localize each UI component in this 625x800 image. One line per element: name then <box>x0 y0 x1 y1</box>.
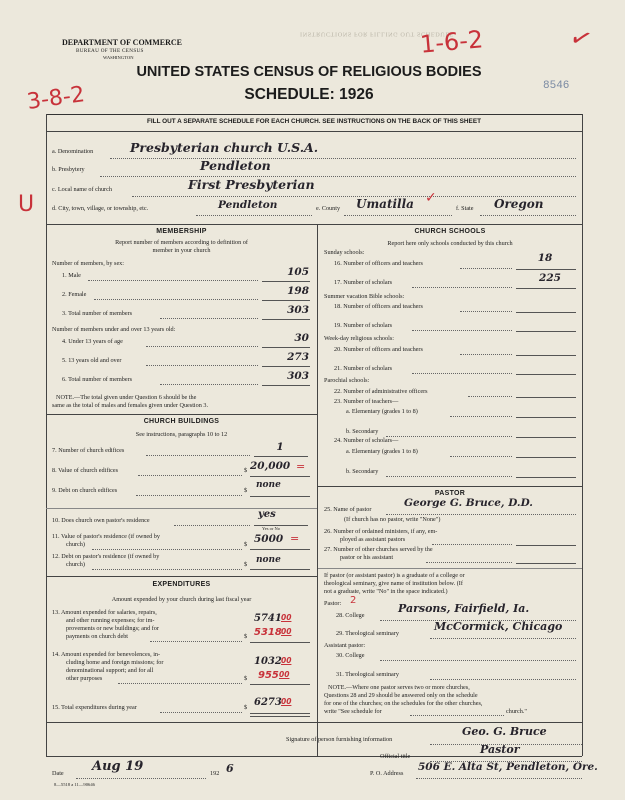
buildings-heading: CHURCH BUILDINGS <box>143 418 220 425</box>
q14-cents-1: 00 <box>281 656 292 665</box>
q13-dollar-sign: $ <box>244 633 248 640</box>
q7-field <box>254 456 308 457</box>
q25-value[interactable]: George G. Bruce, D.D. <box>404 497 533 509</box>
stamp-number: 8546 <box>543 80 570 92</box>
q23a-field[interactable] <box>516 417 576 418</box>
membership-bottom-rule <box>46 414 317 415</box>
under-13-leader <box>146 346 258 347</box>
graduate-note-3: not a graduate, write "No" in the space indicated.) <box>324 588 448 595</box>
expenditures-subheading: Amount expended by your church during last fiscal year <box>111 596 252 603</box>
q13-label-4: payments on church debt <box>66 633 129 640</box>
q9-value[interactable]: none <box>256 480 281 490</box>
q15-cents: 00 <box>281 697 292 706</box>
summer-schools-label: Summer vacation Bible schools: <box>324 293 405 300</box>
presbytery-value[interactable]: Pendleton <box>200 158 271 173</box>
q24b-leader <box>386 476 512 477</box>
q13-label-1: 13. Amount expended for salaries, repairs, <box>52 609 157 616</box>
q12-label-2: church) <box>66 561 85 568</box>
q14-field <box>250 684 310 685</box>
q11-red-mark: = <box>290 532 300 545</box>
q29-label: 29. Theological seminary <box>336 630 399 637</box>
pastor-mid-rule <box>318 568 582 569</box>
official-title-value[interactable]: Pastor <box>480 743 520 756</box>
signature-value[interactable]: Geo. G. Bruce <box>462 725 547 738</box>
q23-label: 23. Number of teachers— <box>334 398 399 405</box>
q7-label: 7. Number of church edifices <box>52 447 125 454</box>
q23b-leader <box>386 436 512 437</box>
buildings-subheading: See instructions, paragraphs 10 to 12 <box>135 431 228 438</box>
q27-label-1: 27. Number of other churches served by the <box>324 546 433 553</box>
state-value[interactable]: Oregon <box>494 197 544 211</box>
q13-label-3: provements or new buildings; and for <box>66 625 159 632</box>
signature-label: Signature of person furnishing information <box>286 736 393 743</box>
q13-leader <box>150 641 242 642</box>
pastor-red-mark: 2 <box>350 595 357 606</box>
buildings-mid-rule <box>46 508 317 509</box>
q15-leader <box>160 712 242 713</box>
q17-label: 17. Number of scholars <box>334 279 393 286</box>
q20-field[interactable] <box>516 355 576 356</box>
date-label: Date <box>52 770 64 777</box>
identity-bottom-rule <box>46 224 582 225</box>
q17-value[interactable]: 225 <box>539 272 561 284</box>
q25-label: 25. Name of pastor <box>324 506 372 513</box>
state-line <box>480 215 576 216</box>
form-right-border <box>582 114 583 756</box>
total-by-age-label: 6. Total number of members <box>62 376 133 383</box>
bureau-city: WASHINGTON <box>103 55 134 60</box>
q23b-label: b. Secondary <box>346 428 379 435</box>
q10-hint: Yes or No <box>262 526 281 531</box>
q7-leader <box>146 455 250 456</box>
female-label: 2. Female <box>62 291 87 298</box>
q18-field[interactable] <box>516 312 576 313</box>
q13-field <box>250 642 310 643</box>
presbytery-label: b. Presbytery <box>52 166 85 173</box>
pastor-note-blank <box>410 715 504 716</box>
form-code: 8—5518 a 11—90646 <box>54 782 95 787</box>
q15-field <box>250 713 310 714</box>
red-tick-county: ✓ <box>425 190 437 206</box>
q11-leader <box>92 549 242 550</box>
q11-value[interactable]: 5000 <box>254 533 284 545</box>
official-title-label: Official title <box>380 753 411 760</box>
q14-value-2[interactable]: 955 <box>258 670 279 681</box>
q11-label-1: 11. Value of pastor's residence (if owned by <box>52 533 160 540</box>
q18-label: 18. Number of officers and teachers <box>334 303 423 310</box>
address-value[interactable]: 506 E. Alta St, Pendleton, Ore. <box>418 761 598 773</box>
over-13-field <box>262 366 310 367</box>
q22-leader <box>468 396 512 397</box>
q19-label: 19. Number of scholars <box>334 322 393 329</box>
q21-leader <box>412 373 512 374</box>
q14-label-1: 14. Amount expended for benevolences, in- <box>52 651 161 658</box>
county-line <box>344 215 452 216</box>
q12-field <box>250 569 310 570</box>
q16-leader <box>460 268 512 269</box>
q28-label: 28. College <box>336 612 365 619</box>
q29-value[interactable]: McCormick, Chicago <box>434 620 563 633</box>
q27-label-2: pastor or his assistant <box>340 554 394 561</box>
pastor-sub-label: Pastor: <box>324 600 342 607</box>
q21-field[interactable] <box>516 374 576 375</box>
graduate-note-1: If pastor (or assistant pastor) is a graduate of a college or <box>324 572 465 579</box>
q16-field <box>516 269 576 270</box>
under-13-field <box>262 347 310 348</box>
total-members-field <box>262 319 310 320</box>
q8-dollar-sign: $ <box>244 467 248 474</box>
q12-value[interactable]: none <box>256 555 281 565</box>
denomination-label: a. Denomination <box>52 148 94 155</box>
q24b-label: b. Secondary <box>346 468 379 475</box>
q19-field[interactable] <box>516 331 576 332</box>
q24b-field[interactable] <box>516 477 576 478</box>
state-label: f. State <box>456 205 474 212</box>
male-field <box>262 281 310 282</box>
q9-field <box>250 496 310 497</box>
q25-note: (If church has no pastor, write "None") <box>344 516 441 523</box>
q13-cents-2: 00 <box>281 627 292 636</box>
over-13-label: 5. 13 years old and over <box>62 357 122 364</box>
q11-dollar-sign: $ <box>244 541 248 548</box>
total-by-age-field <box>262 385 310 386</box>
q14-cents-2: 00 <box>279 670 290 679</box>
county-value[interactable]: Umatilla <box>356 197 414 211</box>
buildings-bottom-rule <box>46 576 317 577</box>
denomination-value[interactable]: Presbyterian church U.S.A. <box>130 140 319 155</box>
assistant-pastor-label: Assistant pastor: <box>324 642 366 649</box>
q13-value-2[interactable]: 5318 <box>254 627 282 638</box>
q8-leader <box>138 475 242 476</box>
q27-leader <box>426 562 512 563</box>
schools-bottom-rule <box>318 486 582 487</box>
pastor-note-4: write "See schedule for <box>324 708 382 715</box>
q31-label: 31. Theological seminary <box>336 671 399 678</box>
over-13-value[interactable]: 273 <box>287 351 309 363</box>
q26-label-1: 26. Number of ordained ministers, if any, em- <box>324 528 438 535</box>
q14-value-1[interactable]: 1032 <box>254 656 282 667</box>
under-13-label: 4. Under 13 years of age <box>62 338 123 345</box>
female-value[interactable]: 198 <box>287 285 309 297</box>
form-instruction: FILL OUT A SEPARATE SCHEDULE FOR EACH CHURCH. SEE INSTRUCTIONS ON THE BACK OF THIS SHEET <box>147 118 481 125</box>
red-margin-mark: U <box>18 192 35 217</box>
membership-intro-2: member in your church <box>152 247 211 254</box>
weekday-schools-label: Week-day religious schools: <box>324 335 394 342</box>
q14-leader <box>118 683 242 684</box>
red-code-right: 1-6-2 <box>418 25 485 59</box>
q23a-leader <box>450 416 512 417</box>
male-value[interactable]: 105 <box>287 266 309 278</box>
q19-leader <box>412 330 512 331</box>
male-leader <box>88 280 258 281</box>
red-check-mark: ✓ <box>565 21 597 57</box>
total-members-leader <box>160 318 258 319</box>
membership-heading: MEMBERSHIP <box>156 228 207 235</box>
local-name-value[interactable]: First Presbyterian <box>188 177 315 192</box>
membership-note-2: same as the total of males and females given under Question 3. <box>52 402 209 409</box>
q24a-label: a. Elementary (grades 1 to 8) <box>346 448 418 455</box>
department-name: DEPARTMENT OF COMMERCE <box>62 38 183 47</box>
pastor-note-2: Questions 28 and 29 should be answered only on the schedule <box>324 692 478 699</box>
q8-field <box>250 476 310 477</box>
q7-value[interactable]: 1 <box>276 441 284 453</box>
q27-field[interactable] <box>516 563 576 564</box>
q26-field[interactable] <box>516 545 576 546</box>
q15-dollar-sign: $ <box>244 704 248 711</box>
male-label: 1. Male <box>62 272 81 279</box>
total-members-label: 3. Total number of members <box>62 310 133 317</box>
q13-value-1[interactable]: 5741 <box>254 613 282 624</box>
female-leader <box>94 299 258 300</box>
q14-dollar-sign: $ <box>244 675 248 682</box>
q29-line <box>430 638 576 639</box>
local-name-label: c. Local name of church <box>52 186 112 193</box>
q12-label-1: 12. Debt on pastor's residence (if owned by <box>52 553 160 560</box>
q17-field <box>516 288 576 289</box>
bleed-through-text: INSTRUCTIONS FOR FILLING OUT SCHEDULE <box>300 30 455 38</box>
pastor-heading: PASTOR <box>434 490 466 497</box>
footer-top-rule <box>46 722 582 723</box>
q9-leader <box>136 495 242 496</box>
q25-line <box>386 514 576 515</box>
q22-label: 22. Number of administrative officers <box>334 388 428 395</box>
date-line <box>76 778 206 779</box>
q31-line[interactable] <box>430 679 576 680</box>
q9-label: 9. Debt on church edifices <box>52 487 118 494</box>
sunday-schools-label: Sunday schools: <box>324 249 365 256</box>
address-line <box>416 778 582 779</box>
schedule-year: SCHEDULE: 1926 <box>244 86 374 103</box>
membership-intro-1: Report number of members according to definition of <box>115 239 248 246</box>
q11-label-2: church) <box>66 541 85 548</box>
q10-value[interactable]: yes <box>258 509 276 520</box>
q26-leader <box>432 544 512 545</box>
q23a-label: a. Elementary (grades 1 to 8) <box>346 408 418 415</box>
q15-value[interactable]: 6273 <box>254 697 282 708</box>
year-digit[interactable]: 6 <box>226 762 234 775</box>
total-by-age-value[interactable]: 303 <box>287 370 309 382</box>
q9-dollar-sign: $ <box>244 487 248 494</box>
q24a-field[interactable] <box>516 457 576 458</box>
total-members-value[interactable]: 303 <box>287 304 309 316</box>
form-bottom-rule <box>46 756 582 757</box>
schools-subheading: Report here only schools conducted by this church <box>387 240 513 247</box>
q15-double-rule <box>250 716 310 717</box>
address-label: P. O. Address <box>370 770 404 777</box>
q8-red-mark: = <box>296 460 306 473</box>
q24-label: 24. Number of scholars— <box>334 437 399 444</box>
q24a-leader <box>450 456 512 457</box>
city-label: d. City, town, village, or township, etc. <box>52 205 149 212</box>
q28-value[interactable]: Parsons, Fairfield, Ia. <box>398 602 530 615</box>
female-field <box>262 300 310 301</box>
year-prefix: 192 <box>210 770 220 777</box>
graduate-note-2: theological seminary, give name of institution below. (If <box>324 580 463 587</box>
city-value[interactable]: Pendleton <box>218 199 278 211</box>
q20-leader <box>460 354 512 355</box>
q8-value[interactable]: 20,000 <box>250 460 291 472</box>
q30-line[interactable] <box>380 660 576 661</box>
instruction-rule <box>46 131 582 132</box>
bureau-name: BUREAU OF THE CENSUS <box>76 48 144 54</box>
q23b-field[interactable] <box>516 437 576 438</box>
q10-leader <box>174 525 250 526</box>
expenditures-heading: EXPENDITURES <box>152 581 211 588</box>
q22-field[interactable] <box>516 397 576 398</box>
date-value[interactable]: Aug 19 <box>92 759 144 774</box>
q17-leader <box>412 287 512 288</box>
over-13-leader <box>146 365 258 366</box>
under-13-value[interactable]: 30 <box>294 332 309 344</box>
city-line <box>196 215 312 216</box>
denomination-line <box>110 158 576 159</box>
presbytery-line <box>100 176 576 177</box>
q26-label-2: ployed as assistant pastors <box>340 536 406 543</box>
q20-label: 20. Number of officers and teachers <box>334 346 423 353</box>
q21-label: 21. Number of scholars <box>334 365 393 372</box>
q15-label: 15. Total expenditures during year <box>52 704 137 711</box>
q8-label: 8. Value of church edifices <box>52 467 119 474</box>
pastor-note-5: church." <box>506 708 527 715</box>
q16-label: 16. Number of officers and teachers <box>334 260 423 267</box>
q30-label: 30. College <box>336 652 365 659</box>
q18-leader <box>460 311 512 312</box>
form-top-rule <box>46 114 582 115</box>
red-code-left: 3-8-2 <box>25 82 87 115</box>
q13-cents-1: 00 <box>281 613 292 622</box>
members-by-age-label: Number of members under and over 13 years old: <box>52 326 176 333</box>
pastor-note-1: NOTE.—Where one pastor serves two or more churches, <box>328 684 470 691</box>
form-title: UNITED STATES CENSUS OF RELIGIOUS BODIES <box>136 64 482 80</box>
parochial-schools-label: Parochial schools: <box>324 377 370 384</box>
q14-label-4: other purposes <box>66 675 103 682</box>
q16-value[interactable]: 18 <box>537 252 553 264</box>
q12-leader <box>92 569 242 570</box>
county-label: e. County <box>316 205 341 212</box>
q11-field <box>250 549 310 550</box>
q13-label-2: and other running expenses; for im- <box>66 617 155 624</box>
q12-dollar-sign: $ <box>244 561 248 568</box>
q14-label-3: denominational support; and for all <box>66 667 154 674</box>
members-by-sex-label: Number of members, by sex: <box>52 260 124 267</box>
membership-note-1: NOTE.—The total given under Question 6 should be the <box>56 394 197 401</box>
q10-label: 10. Does church own pastor's residence <box>52 517 150 524</box>
schools-heading: CHURCH SCHOOLS <box>414 228 486 235</box>
q14-label-2: cluding home and foreign missions; for <box>66 659 164 666</box>
pastor-note-3: for one of the churches; on the schedules for the other churches, <box>324 700 483 707</box>
total-by-age-leader <box>160 384 258 385</box>
